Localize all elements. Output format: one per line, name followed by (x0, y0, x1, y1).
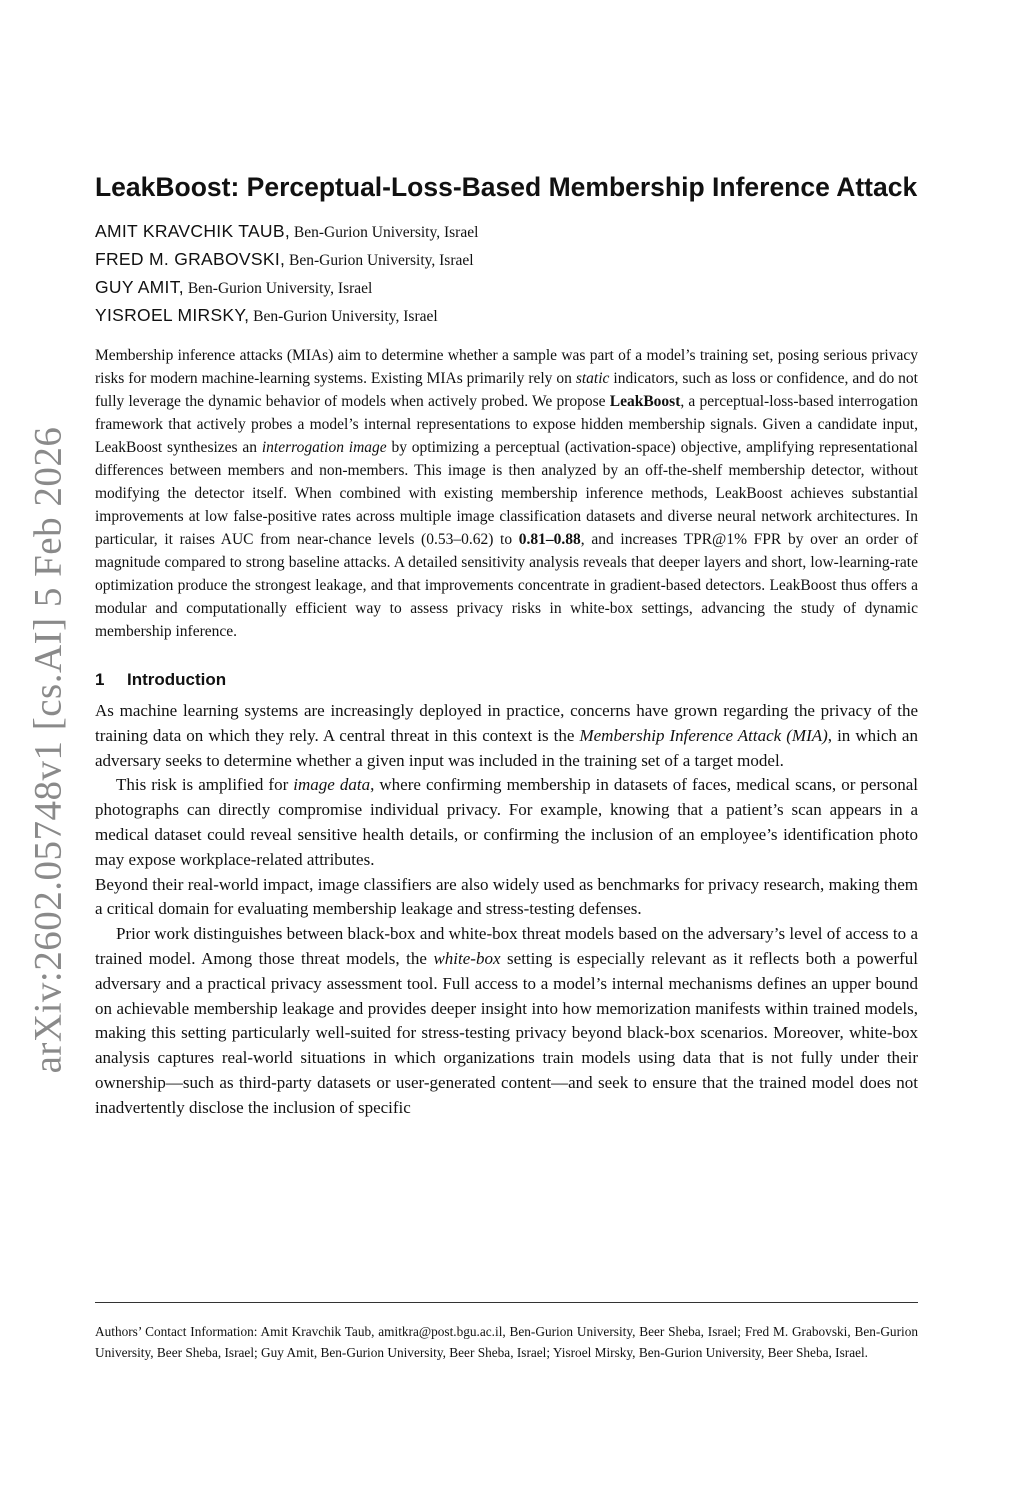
arxiv-identifier[interactable]: arXiv:2602.05748v1 [cs.AI] 5 Feb 2026 (26, 426, 70, 1074)
abstract-text: indicators, such as loss or confidence, and do not fully leverage the dynamic behavior of models when actively probed. We propose (95, 370, 918, 410)
paragraph-text: This risk is amplified for (116, 775, 294, 795)
section-title: Introduction (127, 670, 227, 689)
intro-paragraph (95, 922, 918, 1120)
paragraph-text: , in which an adversary seeks to determine whether a given input was included in the training set of a target model. (95, 725, 918, 770)
abstract-text: , and increases TPR@1% FPR by over an order of magnitude compared to strong baseline attacks. A detailed sensitivity analysis reveals that deeper layers and short, low-learning-rate optimization produce the strongest leakage, and that improvements concentrate in gradient-based detectors. LeakBoost thus offers a modular and computationally efficient way to assess privacy risks in white-box settings, advancing the study of dynamic membership inference. (95, 531, 918, 640)
paragraph-text: setting is especially relevant as it reflects both a powerful adversary and a practical privacy assessment tool. Full access to a model’s internal mechanisms defines an upper bound on achievable membership leakage and provides deeper insight into how memorization manifests within trained models, making this setting particularly well-suited for stress-testing privacy beyond black-box scenarios. Moreover, white-box analysis captures real-world situations in which organizations train models using data that is not fully under their ownership—such as third-party datasets or user-generated content—and seek to ensure that the trained model does not inadvertently disclose the inclusion of specific (95, 948, 918, 1117)
abstract-emphasis: static (575, 370, 610, 387)
intro-paragraph (95, 699, 918, 773)
author-affiliation: Ben-Gurion University, Israel (289, 252, 474, 269)
author-affiliation: Ben-Gurion University, Israel (293, 224, 479, 241)
author-entry (95, 246, 918, 274)
intro-paragraph (95, 773, 918, 872)
abstract-strong: 0.81–0.88 (518, 531, 581, 548)
abstract-text: Membership inference attacks (MIAs) aim to determine whether a sample was part of a model’s training set, posing serious privacy risks for modern machine-learning systems. Existing MIAs primarily rely on (95, 347, 918, 387)
author-entry (95, 274, 918, 302)
abstract-text: by optimizing a perceptual (activation-space) objective, amplifying representational differences between members and non-members. This image is then analyzed by an off-the-shelf membership detector, without modifying the detector itself. When combined with existing membership inference methods, LeakBoost achieves substantial improvements at low false-positive rates across multiple image classification datasets and diverse neural network architectures. In particular, it raises AUC from near-chance levels (0.53–0.62) to (95, 439, 918, 548)
section-heading-introduction (95, 669, 918, 691)
abstract-strong: LeakBoost (609, 393, 681, 410)
author-list (95, 218, 918, 330)
abstract (95, 344, 918, 643)
footnote-divider (95, 1302, 918, 1303)
author-name: FRED M. GRABOVSKI, (95, 249, 286, 269)
author-contact-footnote: Authors’ Contact Information: Amit Kravchik Taub, amitkra@post.bgu.ac.il, Ben-Gurion University, Beer Sheba, Israel; Fred M. Grabovski, Ben-Gurion University, Beer Sheba, Israel; Guy Amit, Ben-Gurion University, Beer Sheba, Israel; Yisroel Mirsky, Ben-Gurion University, Beer Sheba, Israel. (95, 1324, 918, 1361)
abstract-emphasis: interrogation image (261, 439, 387, 456)
paragraph-emphasis: Membership Inference Attack (MIA) (579, 725, 828, 745)
author-affiliation: Ben-Gurion University, Israel (253, 308, 438, 325)
author-entry (95, 302, 918, 330)
paragraph-text: As machine learning systems are increasingly deployed in practice, concerns have grown regarding the privacy of the training data on which they rely. A central threat in this context is the (95, 701, 918, 745)
paragraph-text: Prior work distinguishes between black-box and white-box threat models based on the adversary’s level of access to a trained model. Among those threat models, the (95, 924, 918, 968)
abstract-text: , a perceptual-loss-based interrogation framework that actively probes a model’s internal representations to expose hidden membership signals. Given a candidate input, LeakBoost synthesizes an (95, 393, 919, 456)
author-name: GUY AMIT, (95, 277, 184, 297)
author-entry (95, 218, 918, 246)
paper-title: LeakBoost: Perceptual-Loss-Based Membership Inference Attack (95, 172, 918, 202)
author-name: YISROEL MIRSKY, (95, 305, 250, 325)
paragraph-text: , where confirming membership in datasets of faces, medical scans, or personal photographs can directly compromise individual privacy. For example, knowing that a patient’s scan appears in a medical dataset could reveal sensitive health details, or confirming the inclusion of an employee’s identification photo may expose workplace-related attributes. (95, 775, 918, 869)
author-affiliation: Ben-Gurion University, Israel (187, 280, 373, 297)
intro-paragraph: Beyond their real-world impact, image classifiers are also widely used as benchmarks for privacy research, making them a critical domain for evaluating membership leakage and stress-testing defenses. (95, 874, 918, 919)
paragraph-emphasis: white-box (433, 948, 501, 968)
paragraph-emphasis: image data (293, 775, 371, 795)
paper-content (95, 170, 918, 1121)
author-name: AMIT KRAVCHIK TAUB, (95, 221, 290, 241)
section-number: 1 (95, 670, 105, 689)
